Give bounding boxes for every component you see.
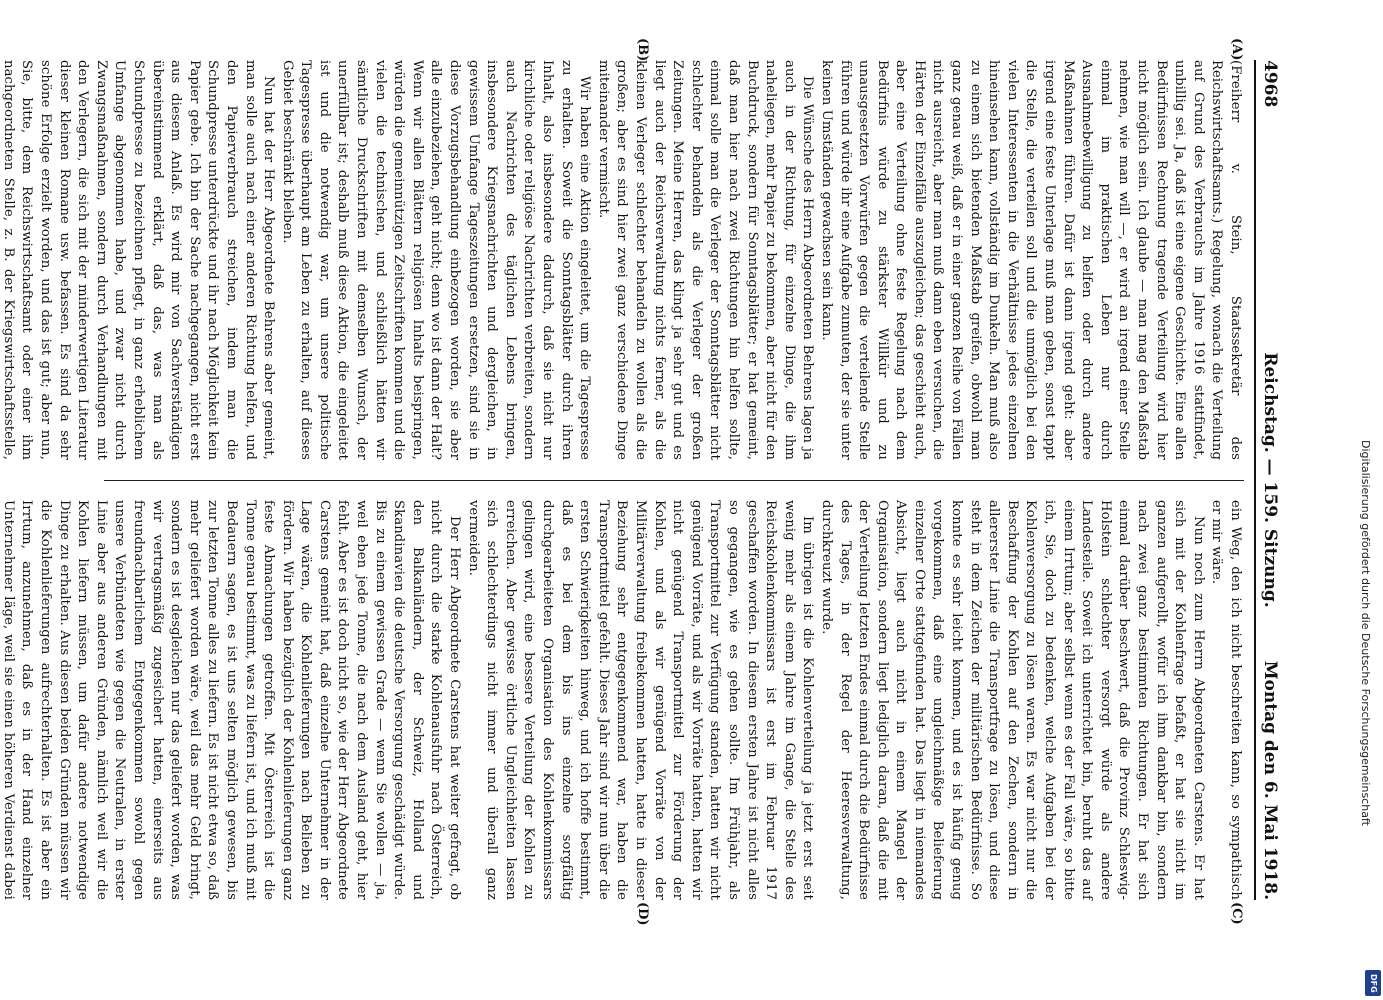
paragraph: Wir haben eine Aktion eingeleitet, um die Tagespresse zu erhalten. Soweit die Sonntagsblätter durch ihren Inhalt, also insbesondere dadurch, daß sie nicht nur kirchliche oder religiöse Nachrichten verbreiten, sondern auch Nachrichten des täglichen Lebens bringen, insbesondere Kriegsnachrichten und dergleichen, in gewissem Umfange Tageszeitungen ersetzen, sind sie in diese Vorzugsbehandlung einbezogen worden, sie aber alle einzubeziehen, geht nicht; denn wo ist dann der Halt? Wenn wir allen Blättern religiösen Inhalts beispringen, würden die gemeinnützigen Zeitschriften kommen und die vielen die technischen, und schließlich hätten wir sämtliche Druckschriften mit demselben Wunsch, der unerfüllbar ist; deshalb muß diese Aktion, die eingeleitet ist und die notwendig war, um unsere politische Tagespresse überhaupt am Leben zu erhalten, auf dieses Gebiet beschränkt bleiben. [279,60,593,460]
digitization-credit: Digitalisierung gefördert durch die Deutsche Forschungsgemeinschaft [1359,440,1372,826]
paragraph: Der Herr Abgeordnete Carstens hat weiter gefragt, ob nicht durch die starke Kohlenausfuhr nach Österreich, den Balkanländern, der Schweiz, Holland und Skandinavien die deutsche Versorgung geschädigt würde. Bis zu einem gewissen Grade — wenn Sie wollen — ja, weil eben jede Tonne, die nach dem Ausland geht, hier fehlt. Aber es ist doch nicht so, wie der Herr Abgeordnete Carstens gemeint hat, daß einzelne Unternehmer in der Lage wären, die Kohlenlieferungen nach Belieben zu fördern. Wir haben bezüglich der Kohlenlieferungen ganz feste Abmachungen getroffen. Mit Österreich ist die Tonne genau bestimmt, was zu liefern ist, und ich muß mit Bedauern sagen, es ist uns selten möglich gewesen, bis zur letzten Tonne alles zu liefern. Es ist nicht etwa so, daß mehr geliefert worden wäre, weil das mehr Geld bringt, sondern es ist desgleichen nur das geliefert worden, was wir vertragsmäßig zugesichert hatten, einerseits aus freundnachbarlichem Entgegenkommen sowohl gegen unsere Verbündeten wie gegen die Neutralen, in erster Linie aber aus anderen Gründen, nämlich weil wir die Kohlen liefern müssen, um dafür andere notwendige Dinge zu erhalten. Aus diesen beiden Gründen müssen wir die Kohlenlieferungen aufrechterhalten. Es ist aber ein Irrtum, anzunehmen, daß es in der Hand einzelner Unternehmer läge, weil sie einen höheren Verdienst dabei [0,500,463,900]
margin-mark-d: (D) [635,902,650,926]
paragraph: ein Weg, den ich nicht beschreiten kann, so sympathisch er mir wäre. [1209,500,1243,900]
page-header [1254,60,1282,900]
right-text-column [0,500,1244,900]
paragraph: Im übrigen ist die Kohlenverteilung ja jetzt erst seit wenig mehr als einem Jahre im Gange, die Stelle des Reichskohlenkommissars ist erst im Februar 1917 geschaffen worden. In diesem ersten Jahre ist nicht alles so gegangen, wie es gehen sollte. Im Frühjahr, als Transportmittel zur Verfügung standen, hatten wir nicht genügend Vorräte, und als wir Vorräte hatten, hatten wir nicht genügend Transportmittel zur Förderung der Kohlen, und als wir genügend Vorräte von der Militärverwaltung freibekommen hatten, hatte in dieser Beziehung sehr entgegenkommend war, haben die Transportmittel gefehlt. Dieses Jahr sind wir nun über die ersten Schwierigkeiten hinweg, und ich hoffe bestimmt, daß es bei dem bis ins einzelne sorgfältig durchgearbeiteten Organisation des Kohlenkommissars gelingen wird, eine bessere Verteilung der Kohlen zu erreichen. Aber gewisse örtliche Ungleichheiten lassen sich schlechterdings nicht immer und überall ganz vermeiden. [465,500,816,900]
paragraph: Nun hat der Herr Abgeordnete Behrens aber gemeint, man solle auch nach einer anderen Richtung helfen, und den Papierverbrauch streichen, indem man die Schundpresse unterdrückte und ihr nach Möglichkeit kein Papier gebe. Ich bin der Sache nachgegangen, nicht erst aus diesem Anlaß. Es wird mir von Sachverständigen übereinstimmend erklärt, daß das, was man als Schundpresse zu bezeichnen pflegt, in ganz erheblichem Umfange abgenommen habe, und zwar nicht durch Zwangsmaßnahmen, sondern durch Verhandlungen mit den Verlegern, die sich mit der minderwertigen Literatur dieser kleinen Romane usw. befassen. Es sind da sehr schöne Erfolge erzielt worden, und das ist gut; aber nun, Sie, bitte, dem Reichswirtschaftsamt oder einer ihm nachgeordneten Stelle, z. B. der Kriegswirtschaftsstelle, [0,60,277,460]
dfg-logo-icon: DFG [1365,970,1381,996]
document-page [0,38,1290,926]
session-title: Reichstag. — 159. Sitzung. [1260,352,1280,608]
margin-mark-c: (C) [1229,902,1244,925]
page-number: 4968 [1260,60,1280,108]
paragraph: (Freiherr v. Stein, Staatssekretär des Reichswirtschaftsamts.) Regelung, wonach die Verteilung auf Grund des Verbrauchs im Jahre 1916 stattfindet, unbillig sei. Ja, daß ist eine eigene Geschichte. Eine allen Bedürfnissen Rechnung tragende Verteilung wird hier nicht möglich sein. Ich glaube — man mag den Maßstab nehmen, wie man will —, er wird an irgend einer Stelle einmal im praktischen Leben nur durch Ausnahmebewilligung zu helfen oder durch andere Maßnahmen führen. Dafür ist dann irgend geht: aber irgend eine feste Unterlage muß man geben, sonst tappt die Stelle, die verteilen soll und die unmöglich bei den vielen Interessenten in die Verhältnisse jedes einzelnen hineinsehen kann, vollständig im Dunkeln. Man muß also zu einem sich bietenden Maßstab greifen, obwohl man ganz genau weiß, daß er in einer ganzen Reihe von Fällen nicht ausreicht, aber man muß dann eben versuchen, die Härten der Einzelfälle auszugleichen; das geschieht auch, aber eine Verteilung ohne feste Regelung nach dem Bedürfnis würde zu stärkster Willkür und zu unausgesetzten Vorwürfen gegen die verteilende Stelle führen und würde ihr eine Aufgabe zumuten, der sie unter keinen Umständen gewachsen sein kann. [818,60,1243,460]
left-text-column [0,60,1244,460]
paragraph: Die Wünsche des Herrn Abgeordneten Behrens lagen ja auch in der Richtung, für einzelne Dinge, die ihm naheliegen, mehr Papier zu bekommen, aber nicht für den Buchdruck, sondern für Sonntagsblätter; er hat gemeint, daß man hier nach zwei Richtungen hin helfen sollte, einmal solle man die Verleger der Sonntagsblätter nicht schlechter behandeln als die Verleger der großen Zeitungen. Meine Herren, das klingt ja sehr gut und es liegt auch der Reichsverwaltung nichts ferner, als die kleinen Verleger schlechter behandeln zu wollen als die großen; aber es sind hier zwei ganz verschiedene Dinge miteinander vermischt. [595,60,816,460]
column-divider [104,480,1244,481]
margin-mark-a: (A) [1229,38,1244,61]
paragraph: Nun noch zum Herrn Abgeordneten Carstens. Er hat sich mit der Kohlenfrage befaßt, er hat sie nicht im ganzen aufgerollt, wofür ich ihm dankbar bin, sondern nach zwei ganz bestimmten Richtungen. Er hat sich einmal darüber beschwert, daß die Provinz Schleswig-Holstein schlechter versorgt würde als andere Landesteile. Soweit ich unterrichtet bin, beruht das auf einem Irrtum; aber selbst wenn es der Fall wäre, so bitte ich, Sie, doch zu bedenken, welche Aufgaben bei der Kohlenversorgung zu lösen waren. Es war nicht nur die Beschaffung der Kohlen auf den Zechen, sondern in allererster Linie die Transportfrage zu lösen, und diese steht in dem Zeichen der militärischen Bedürfnisse. So konnte es sehr leicht kommen, und es ist häufig genug vorgekommen, daß eine ungleichmäßige Belieferung einzelner Orte stattgefunden hat. Das liegt in niemandes Absicht, liegt auch nicht in einem Mangel der Organisation, sondern liegt lediglich daran, daß die mit der Verteilung letzten Endes einmal durch die Bedürfnisse des Tages, in der Regel der Heeresverwaltung, durchkreuzt wurde. [818,500,1206,900]
margin-mark-b: (B) [635,38,650,62]
session-date: Montag den 6. Mai 1918. [1260,660,1280,900]
